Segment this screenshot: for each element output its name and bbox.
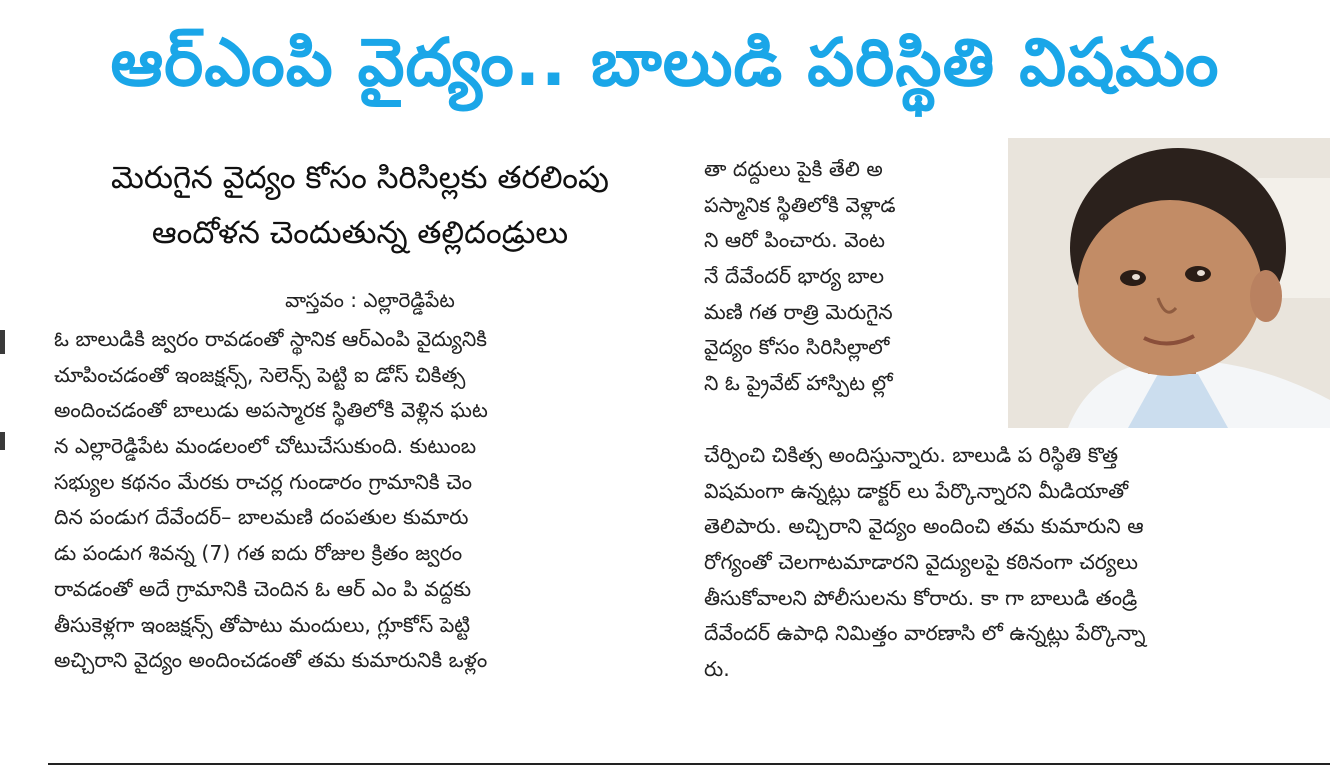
article-text-line: రోగ్యంతో చెలగాటమాడారని వైద్యులపై కఠినంగా చర్యలు (704, 550, 1138, 575)
article-text-line: రావడంతో అదే గ్రామానికి చెందిన ఓ ఆర్ ఎం పి వద్దకు (54, 576, 472, 601)
article-headline: ఆర్‌ఎంపి వైద్యం.. బాలుడి పరిస్థితి విషమం (110, 24, 1220, 101)
left-edge-mark (0, 432, 5, 450)
article-text-line: నే దేవేందర్ భార్య బాల (704, 264, 885, 289)
article-text-line: తెలిపారు. అచ్చిరాని వైద్యం అందించి తమ కుమారుని ఆ (704, 514, 1144, 539)
article-text-line: ని ఆరో పించారు. వెంట (704, 228, 885, 253)
article-subheadline-2: ఆందోళన చెందుతున్న తల్లిదండ్రులు (151, 215, 569, 251)
article-text-line: విషమంగా ఉన్నట్లు డాక్టర్ లు పేర్కొన్నారని మీడియాతో (704, 478, 1129, 503)
article-text-line: దిన పండుగ దేవేందర్– బాలమణి దంపతుల కుమారు (54, 505, 469, 530)
article-subheadline-1: మెరుగైన వైద్యం కోసం సిరిసిల్లకు తరలింపు (111, 160, 609, 196)
left-edge-mark (0, 330, 5, 354)
article-left-column (54, 322, 684, 679)
article-text-line: ని ఓ ప్రైవేట్ హాస్పిట ల్లో (704, 371, 893, 396)
article-text-line: అందించడంతో బాలుడు అపస్మారక స్థితిలోకి వెళ్లిన ఘట (54, 398, 488, 423)
article-dateline: వాస్తవం : ఎల్లారెడ్డిపేట (285, 288, 455, 312)
article-text-line: తా దద్దులు పైకి తేలి అ (704, 157, 883, 181)
article-text-line: తీసుకోవాలని పోలీసులను కోరారు. కా గా బాలుడి తండ్రి (704, 585, 1138, 610)
article-middle-column (704, 152, 982, 402)
article-text-line: రు. (704, 657, 730, 682)
boy-portrait-illustration (1008, 138, 1330, 428)
article-text-line: డు పండుగ శివన్న (7) గత ఐదు రోజుల క్రితం జ్వరం (54, 541, 463, 566)
article-text-line: వైద్యం కోసం సిరిసిల్లాలో (704, 335, 890, 360)
article-text-line: అచ్చిరాని వైద్యం అందించడంతో తమ కుమారునికి ఒళ్లం (54, 648, 488, 673)
article-text-line: సభ్యుల కథనం మేరకు రాచర్ల గుండారం గ్రామానికి చెం (54, 469, 473, 494)
article-text-line: తీసుకెళ్లగా ఇంజక్షన్స్ తోపాటు మందులు, గ్లూకోస్ పెట్టి (54, 612, 471, 637)
article-text-line: చూపించడంతో ఇంజక్షన్స్, సెలెన్స్ పెట్టి ఐ డోస్ చికిత్స (54, 362, 466, 387)
article-text-line: ఓ బాలుడికి జ్వరం రావడంతో స్థానిక ఆర్‌ఎంపి వైద్యునికి (54, 327, 487, 351)
article-text-line: న ఎల్లారెడ్డిపేట మండలంలో చోటుచేసుకుంది. కుటుంబ (54, 434, 477, 459)
page-bottom-rule (48, 763, 1330, 765)
article-text-line: దేవేందర్ ఉపాధి నిమిత్తం వారణాసి లో ఉన్నట్లు పేర్కొన్నా (704, 621, 1146, 646)
article-text-line: పస్మానిక స్థితిలోకి వెళ్లాడ (704, 192, 896, 217)
article-text-line: మణి గత రాత్రి మెరుగైన (704, 299, 893, 324)
article-bottom-right-column (704, 438, 1330, 688)
boy-photo (1008, 138, 1330, 428)
article-text-line: చేర్పించి చికిత్స అందిస్తున్నారు. బాలుడి ప రిస్థితి కొత్త (704, 443, 1119, 467)
